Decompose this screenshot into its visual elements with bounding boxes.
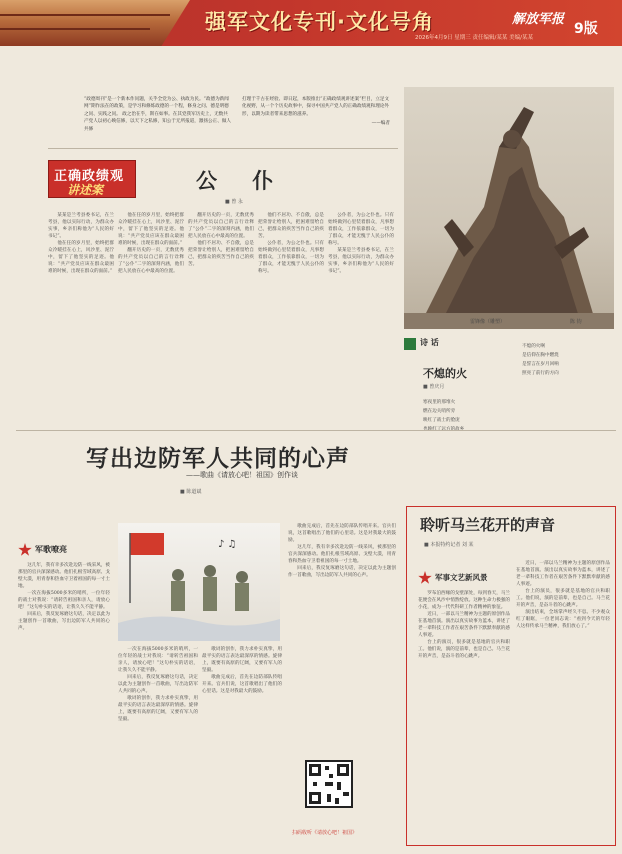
main-author: ■ 陈道斌 bbox=[180, 489, 202, 495]
paragraph: 回来后，我反复琢磨这句话，决定以此为主题创作一首歌曲，写出边防军人共同的心声。 bbox=[18, 612, 110, 631]
poem-lines-left bbox=[423, 398, 513, 498]
main-body-col-4 bbox=[288, 523, 396, 755]
paragraph: 歌曲完成后，首先在边防部队传唱开来。官兵们说，这首歌唱出了他们的心里话。这是对我最大的鼓励。 bbox=[288, 524, 396, 543]
feature-column-tag bbox=[418, 571, 508, 585]
poem-line: 寒夜里的那堆火 bbox=[423, 400, 456, 405]
paragraph: 他们不居功、不自傲，总是把荣誉让给别人，把困难留给自己，把群众的疾苦当作自己的疾苦。 bbox=[188, 241, 254, 267]
divider bbox=[16, 430, 616, 431]
paragraph: 一次在海拔5000多米的哨所，一位年轻的战士对我说：“请转告祖国和亲人，请放心吧！”这句朴实的话语，让我久久不能平静。 bbox=[18, 591, 110, 610]
paragraph: 台上的演员，很多就是基地的官兵和职工。他们说，演的是前辈，也是自己。马兰花开的声音，是奋斗者的心跳声。 bbox=[418, 640, 510, 659]
gongpu-body-col-3 bbox=[188, 212, 254, 427]
star-icon bbox=[18, 543, 32, 557]
sculpture-illustration bbox=[404, 87, 614, 329]
poem-line: 映红了战士的脸庞 bbox=[423, 418, 460, 423]
junge-column-tag bbox=[18, 543, 106, 557]
masthead bbox=[0, 0, 622, 46]
paragraph: 近日，一部以马兰精神为主题的原创作品在基地首演。演出以真实故事为蓝本，讲述了老一辈科技工作者在艰苦条件下默默奉献的感人事迹。 bbox=[516, 561, 610, 587]
feature-title: 聆听马兰花开的声音 bbox=[420, 516, 556, 534]
divider bbox=[48, 148, 398, 149]
wall-line bbox=[0, 28, 150, 30]
intro-editor: ——编者 bbox=[371, 121, 390, 127]
main-headline: 写出边防军人共同的心声 bbox=[86, 446, 350, 472]
paragraph: 某某是兰考县委书记，在兰考县，他以实际行动，为群众办实事，乡亲们称他为“人民的好书记”。 bbox=[48, 213, 114, 239]
article-author-gongpu: ■ 曾 永 bbox=[225, 199, 243, 205]
poem-column-label: 诗 话 bbox=[420, 338, 439, 347]
intro-right bbox=[242, 96, 390, 138]
poem-title: 不熄的火 bbox=[423, 367, 467, 380]
main-body-col-3 bbox=[202, 646, 282, 844]
gongpu-body-col-2 bbox=[118, 212, 184, 427]
sculpture-photo bbox=[404, 87, 614, 329]
soldiers-photo bbox=[118, 523, 280, 641]
column-badge bbox=[48, 160, 136, 198]
paragraph: 演出结束，全场掌声经久不息。不少观众红了眼眶，一位老同志说：“看到今天的年轻人这样传承马兰精神，我们放心了。” bbox=[516, 610, 610, 629]
qr-caption: 扫码收听《请放心吧！祖国》 bbox=[292, 830, 358, 836]
qr-code[interactable] bbox=[305, 760, 353, 808]
paragraph: 近日，一部以马兰精神为主题的原创作品在基地首演。演出以真实故事为蓝本，讲述了老一辈科技工作者在艰苦条件下默默奉献的感人事迹。 bbox=[418, 612, 510, 638]
soldiers-illustration bbox=[118, 523, 280, 641]
page-number: 9版 bbox=[574, 21, 598, 37]
poem-line: 是信仰在胸中燃烧 bbox=[522, 353, 559, 358]
photo-credit: 陈 钧 bbox=[570, 319, 582, 325]
svg-text:♪ ♫: ♪ ♫ bbox=[218, 539, 237, 550]
poem-author: ■ 曾庆月 bbox=[423, 384, 445, 390]
article-title-gongpu: 公 仆 bbox=[196, 169, 288, 193]
intro-right-text: 打理于千古在经验、即日起，本版推出“正确政绩观讲述案”栏目，立足文化视野，从一个个历史故事中，探寻中国共产党人的正确政绩观和理论外形，以期为读者带来思想的滋养。 bbox=[242, 97, 390, 117]
paragraph: 公仆者，为公之仆也。只有始终做到心里装着群众，凡事想着群众，工作依靠群众，一切为了群众，才能无愧于人民公仆的称号。 bbox=[328, 213, 394, 246]
main-body-col-1 bbox=[18, 562, 110, 844]
column-intro bbox=[84, 96, 390, 138]
feature-tag-label: 军事文艺新风景 bbox=[435, 573, 488, 582]
junge-label: 军歌嘹亮 bbox=[35, 545, 67, 554]
paragraph: 他在任的岁月里，始终把群众冷暖挂在心上，风沙里、泥泞中，留下了他坚实的足迹。他说：“共产党员应该在群众最困难的时候，出现在群众的面前。” bbox=[118, 213, 184, 246]
gongpu-body-col-5 bbox=[328, 212, 394, 427]
gongpu-body-col-4 bbox=[258, 212, 324, 427]
paragraph: 这几年，我有幸多次赴边防一线采风，被那里的官兵深深感动。他们扎根雪域高原、戈壁大漠，用青春和热血守卫着祖国的每一寸土地。 bbox=[18, 563, 110, 589]
paragraph: 回来后，我反复琢磨这句话，决定以此为主题创作一首歌曲，写出边防军人共同的心声。 bbox=[118, 675, 198, 694]
paragraph: 歌曲完成后，首先在边防部队传唱开来。官兵们说，这首歌唱出了他们的心里话。这是对我最大的鼓励。 bbox=[202, 675, 282, 694]
great-wall-illustration bbox=[0, 0, 190, 46]
feature-body-col-1 bbox=[418, 590, 510, 840]
badge-line-2: 讲述案 bbox=[67, 183, 104, 197]
poem-line: 不熄的火啊 bbox=[522, 344, 545, 349]
poem-line: 燃在边关哨所旁 bbox=[423, 409, 456, 414]
poem-lines-right bbox=[522, 342, 612, 498]
star-icon bbox=[418, 571, 432, 585]
photo-caption: 雷锋像（雕塑） bbox=[470, 319, 506, 325]
paragraph: 歌词的创作，我力求朴实真挚，用最平实的语言表达最深厚的情感。旋律上，既要有高原的辽阔，又要有军人的坚毅。 bbox=[118, 696, 198, 722]
paragraph: 翻开历史的一页，无数优秀的共产党员以自己的言行诠释了“公仆”二字的深刻内涵，他们把人民放在心中最高的位置。 bbox=[118, 248, 184, 274]
gongpu-body-col-1 bbox=[48, 212, 114, 427]
paragraph: 他在任的岁月里，始终把群众冷暖挂在心上，风沙里、泥泞中，留下了他坚实的足迹。他说：“共产党员应该在群众最困难的时候，出现在群众的面前。” bbox=[48, 241, 114, 274]
qr-code-icon bbox=[307, 762, 351, 806]
poem-line: 是誓言在岁月回响 bbox=[522, 362, 559, 367]
main-body-col-2 bbox=[118, 646, 198, 844]
intro-left: “政德周刊”是一个新本作问题，关乎全党为公、执政为民。“政德为新闻网”期作法在的政策，是学习和修炼政德的一个程，修身之问、德是明德之问、实践之问。 政之治在乎，斯在如事。在其党我军历史上，无数共产党人以初心映信修，以天下之私修，知公于无所报道，激扬公正、做人共修 bbox=[84, 97, 232, 132]
paragraph: 台上的演员，很多就是基地的官兵和职工。他们说，演的是前辈，也是自己。马兰花开的声音，是奋斗者的心跳声。 bbox=[516, 589, 610, 608]
feature-author: ■ 本报特约记者 刘 某 bbox=[424, 542, 474, 548]
poem-line: 照亮了前行的方向 bbox=[522, 371, 559, 376]
paragraph: 罗布泊西缘的戈壁深处，每到春天，马兰花便会在风沙中悄然绽放。这种生命力极强的小花，成为一代代科研工作者精神的象征。 bbox=[418, 591, 510, 610]
paragraph: 翻开历史的一页，无数优秀的共产党员以自己的言行诠释了“公仆”二字的深刻内涵，他们把人民放在心中最高的位置。 bbox=[188, 213, 254, 239]
paragraph: 一次在海拔5000多米的哨所，一位年轻的战士对我说：“请转告祖国和亲人，请放心吧！”这句朴实的话语，让我久久不能平静。 bbox=[118, 647, 198, 673]
wall-line bbox=[0, 14, 170, 16]
page-title: 强军文化专刊·文化号角 bbox=[205, 10, 434, 34]
paragraph: 公仆者，为公之仆也。只有始终做到心里装着群众，凡事想着群众，工作依靠群众，一切为了群众，才能无愧于人民公仆的称号。 bbox=[258, 241, 324, 274]
poem-tag-icon bbox=[404, 338, 416, 350]
paragraph: 这几年，我有幸多次赴边防一线采风，被那里的官兵深深感动。他们扎根雪域高原、戈壁大漠，用青春和热血守卫着祖国的每一寸土地。 bbox=[288, 545, 396, 564]
paragraph: 回来后，我反复琢磨这句话，决定以此为主题创作一首歌曲，写出边防军人共同的心声。 bbox=[288, 566, 396, 578]
paragraph: 某某是兰考县委书记，在兰考县，他以实际行动，为群众办实事，乡亲们称他为“人民的好书记”。 bbox=[328, 248, 394, 274]
main-subhead: ——歌曲《请放心吧！祖国》创作谈 bbox=[186, 471, 298, 479]
paragraph: 他们不居功、不自傲，总是把荣誉让给别人，把困难留给自己，把群众的疾苦当作自己的疾苦。 bbox=[258, 213, 324, 239]
newspaper-logo: 解放军报 bbox=[512, 12, 565, 27]
date-line: 2026年4月9日 星期三 责任编辑/某某 美编/某某 bbox=[415, 35, 533, 41]
paragraph: 歌词的创作，我力求朴实真挚，用最平实的语言表达最深厚的情感。旋律上，既要有高原的辽阔，又要有军人的坚毅。 bbox=[202, 647, 282, 673]
badge-line-1: 正确政绩观 bbox=[54, 169, 125, 184]
feature-body-col-2 bbox=[516, 560, 610, 840]
